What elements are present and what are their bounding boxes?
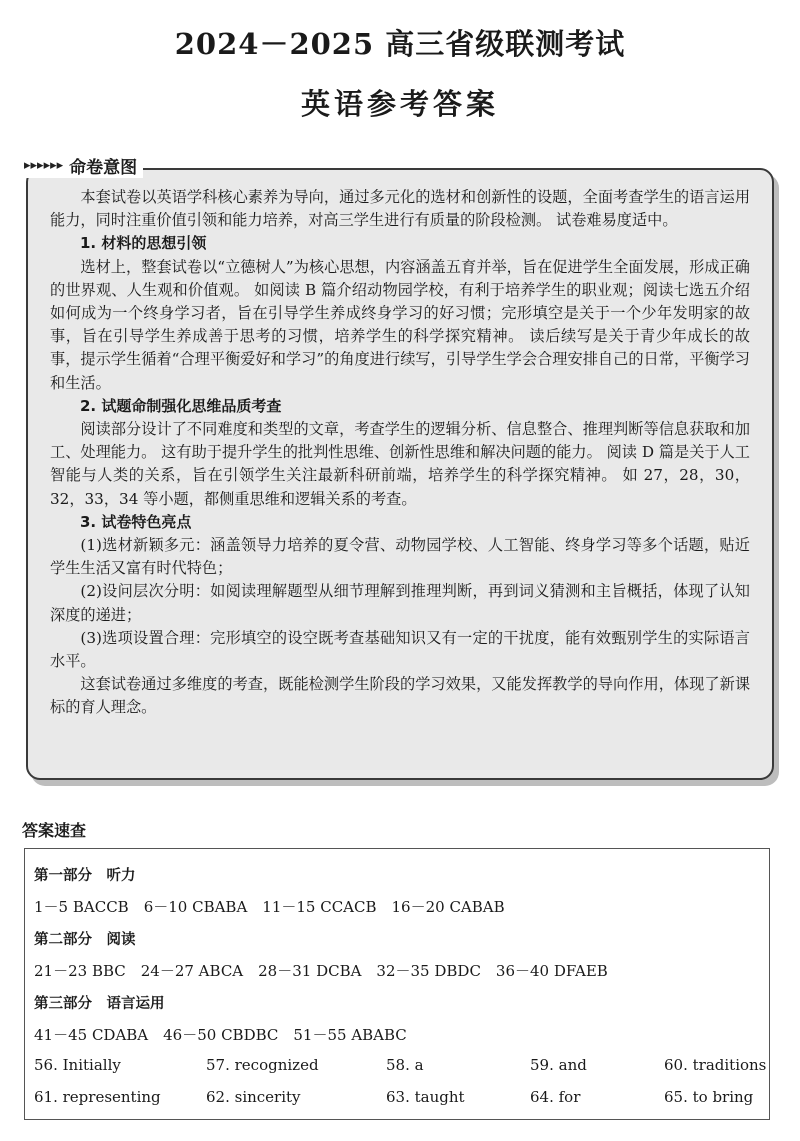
fill-answer: 57. recognized	[206, 1056, 319, 1074]
intent-paragraph: 选材上，整套试卷以“立德树人”为核心思想，内容涵盖五育并举，旨在促进学生全面发展，形成正确的世界观、人生观和价值观。 如阅读 B 篇介绍动物园学校，有利于培养学生的职业观；阅读七选五介绍如何成为一个终身学习者，旨在引导学生养成终身学习的好习惯；完形填空是关于一个少年发明家的故事，旨在引导学生养成善于思考的习惯，培养学生的科学探究精神。 读后续写是关于青少年成长的故事，提示学生循着“合理平衡爱好和学习”的角度进行续写，引导学生学会合理安排自己的日常，平衡学习和生活。	[50, 257, 750, 392]
part2-title: 第二部分 阅读	[34, 932, 136, 948]
arrows-icon: ▸▸▸▸▸▸	[24, 157, 64, 173]
fill-answer: 64. for	[530, 1088, 581, 1106]
intent-paragraph: 这套试卷通过多维度的考查，既能检测学生阶段的学习效果，又能发挥教学的导向作用，体现了新课标的育人理念。	[50, 675, 750, 717]
intent-paragraph: (1)选材新颖多元：涵盖领导力培养的夏令营、动物园学校、人工智能、终身学习等多个话题，贴近学生生活又富有时代特色；	[50, 536, 750, 578]
intent-body	[50, 186, 750, 720]
part3-answers: 41－45 CDABA 46－50 CBDBC 51－55 ABABC	[34, 1026, 407, 1044]
fill-answer: 63. taught	[386, 1088, 465, 1106]
fill-answer: 61. representing	[34, 1088, 161, 1106]
intent-paragraph: (2)设问层次分明：如阅读理解题型从细节理解到推理判断，再到词义猜测和主旨概括，体现了认知深度的递进；	[50, 582, 750, 624]
fill-answer: 59. and	[530, 1056, 587, 1074]
fill-answer: 56. Initially	[34, 1056, 121, 1074]
intent-header	[18, 152, 143, 178]
intent-paragraph: 本套试卷以英语学科核心素养为导向，通过多元化的选材和创新性的设题，全面考查学生的语言运用能力，同时注重价值引领和能力培养，对高三学生进行有质量的阶段检测。 试卷难易度适中。	[50, 188, 750, 230]
part3-title: 第三部分 语言运用	[34, 996, 165, 1012]
intent-paragraph: 阅读部分设计了不同难度和类型的文章，考查学生的逻辑分析、信息整合、推理判断等信息获取和加工、处理能力。 这有助于提升学生的批判性思维、创新性思维和解决问题的能力。 阅读 D 篇是关于人工智能与人类的关系，旨在引领学生关注最新科研前端，培养学生的科学探究精神。 如 27，28，30，32，33，34 等小题，都侧重思维和逻辑关系的考查。	[50, 420, 750, 508]
fill-answer: 65. to bring	[664, 1088, 754, 1106]
answer-quick-title: 答案速查	[22, 821, 87, 840]
intent-heading: 1. 材料的思想引领	[80, 234, 207, 253]
page-subtitle: 英语参考答案	[300, 87, 499, 121]
fill-answer: 58. a	[386, 1056, 424, 1074]
part2-answers: 21－23 BBC 24－27 ABCA 28－31 DCBA 32－35 DBDC 36－40 DFAEB	[34, 962, 608, 980]
page-title: 2024－2025 高三省级联测考试	[174, 27, 626, 61]
intent-paragraph: (3)选项设置合理：完形填空的设空既考查基础知识又有一定的干扰度，能有效甄别学生的实际语言水平。	[50, 628, 750, 671]
fill-answer: 60. traditions	[664, 1056, 767, 1074]
intent-title: 命卷意图	[69, 157, 138, 178]
intent-heading: 2. 试题命制强化思维品质考查	[80, 396, 282, 415]
answer-box	[24, 848, 770, 1120]
fill-answer: 62. sincerity	[206, 1088, 301, 1106]
part1-title: 第一部分 听力	[34, 868, 136, 884]
intent-heading: 3. 试卷特色亮点	[80, 512, 192, 531]
part1-answers: 1－5 BACCB 6－10 CBABA 11－15 CCACB 16－20 CABAB	[34, 898, 505, 916]
